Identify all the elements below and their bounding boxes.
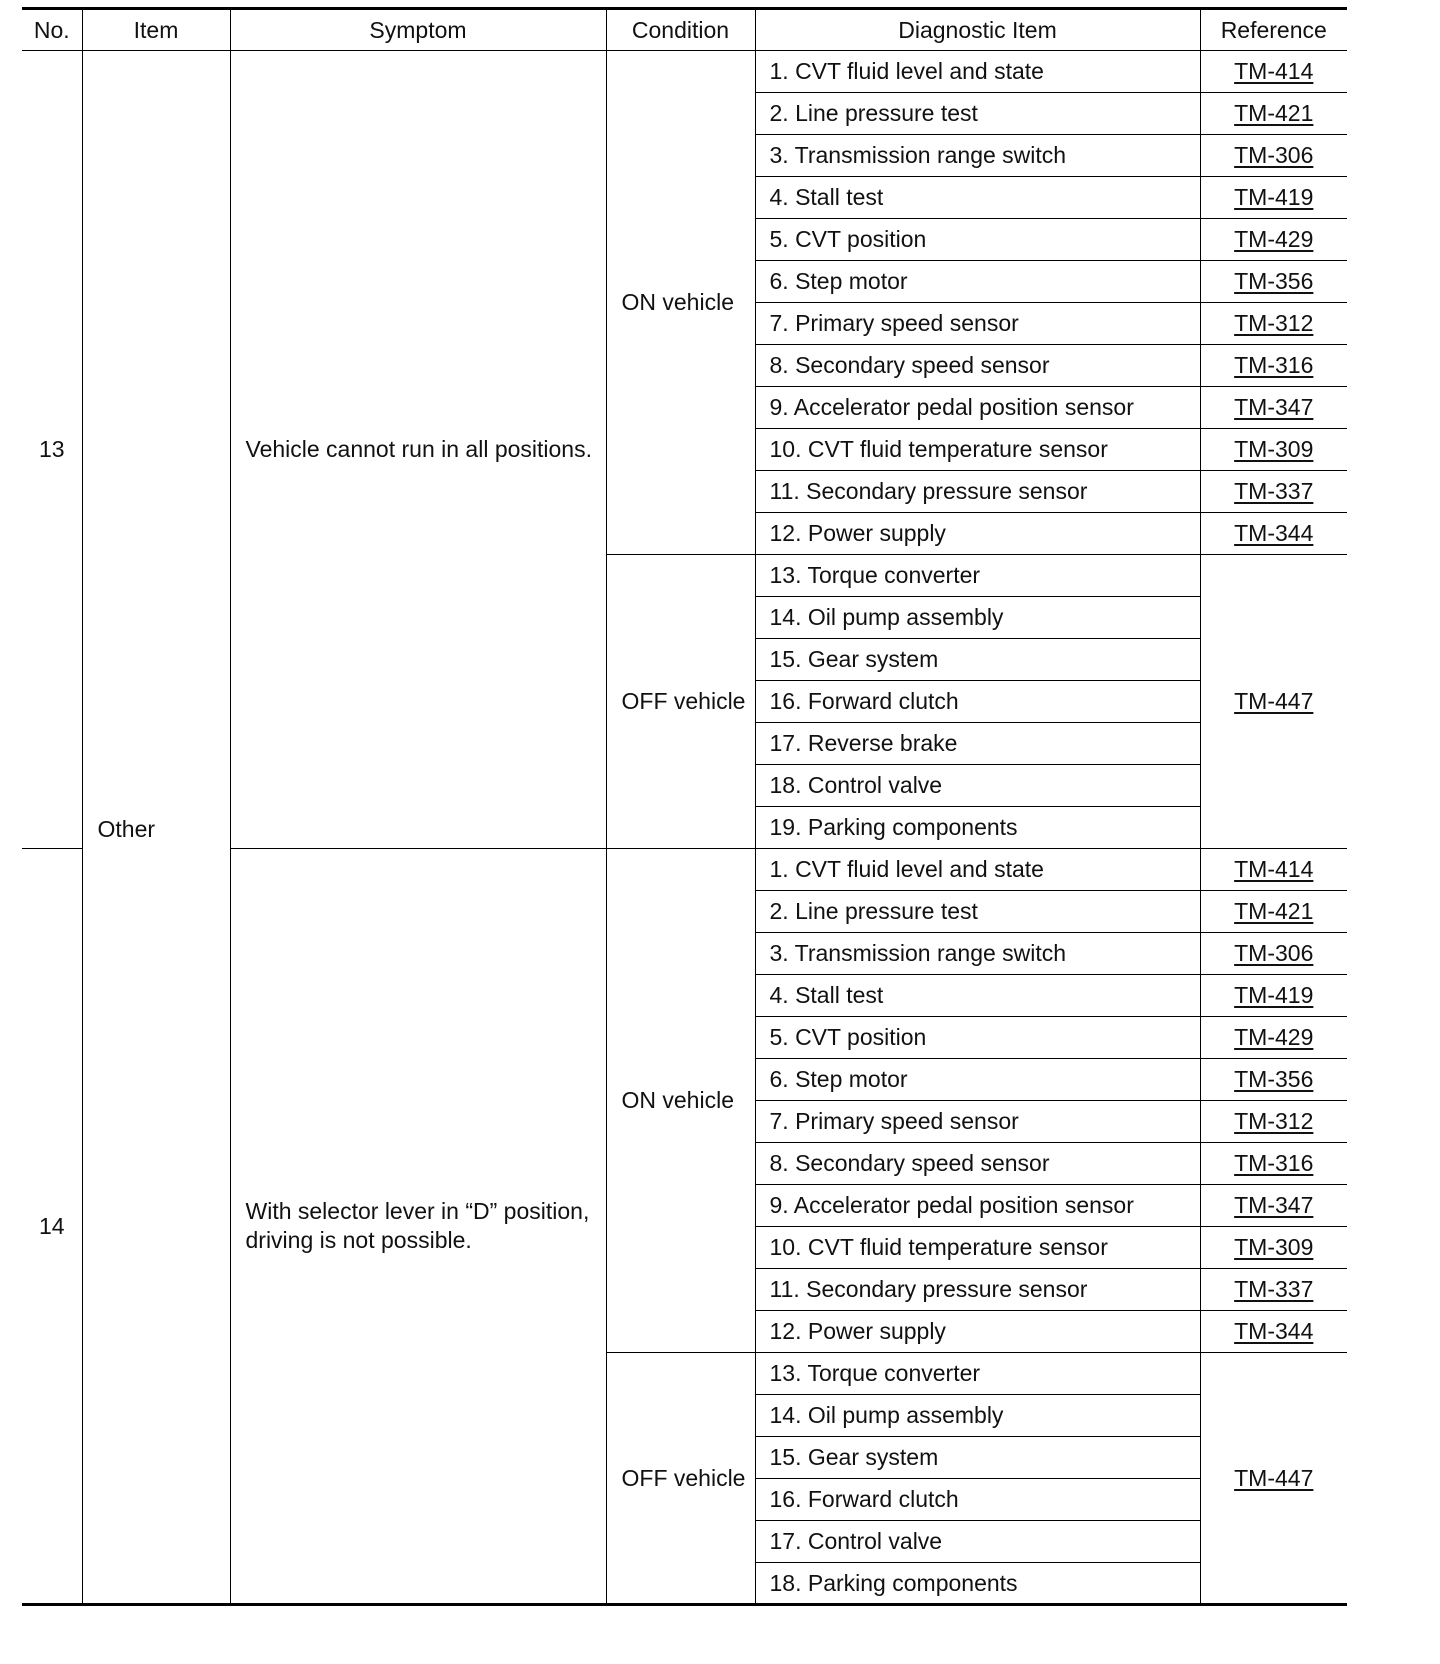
reference-link[interactable]: TM-344 — [1234, 520, 1314, 546]
reference-cell — [1200, 1311, 1347, 1353]
diagnostic-item: 11. Secondary pressure sensor — [755, 1269, 1200, 1311]
header-row — [22, 9, 1347, 51]
diagnostic-item: 2. Line pressure test — [755, 891, 1200, 933]
diagnostic-item: 7. Primary speed sensor — [755, 1101, 1200, 1143]
symptom — [230, 51, 606, 849]
reference-link[interactable]: TM-429 — [1234, 226, 1314, 252]
condition-on-vehicle: ON vehicle — [606, 51, 755, 555]
diagnostic-item: 18. Control valve — [755, 765, 1200, 807]
reference-cell — [1200, 471, 1347, 513]
reference-link[interactable]: TM-356 — [1234, 268, 1314, 294]
reference-cell — [1200, 513, 1347, 555]
reference-link[interactable]: TM-309 — [1234, 436, 1314, 462]
reference-cell — [1200, 975, 1347, 1017]
diagnostic-item: 14. Oil pump assembly — [755, 1395, 1200, 1437]
header-item: Item — [82, 9, 230, 51]
header-symptom: Symptom — [230, 9, 606, 51]
diagnostic-item: 3. Transmission range switch — [755, 135, 1200, 177]
reference-link[interactable]: TM-347 — [1234, 394, 1314, 420]
diagnostic-item: 19. Parking components — [755, 807, 1200, 849]
header-reference: Reference — [1200, 9, 1347, 51]
diagnostic-item: 5. CVT position — [755, 219, 1200, 261]
diagnostic-item: 17. Reverse brake — [755, 723, 1200, 765]
item-category-continued — [82, 849, 230, 1605]
reference-cell — [1200, 51, 1347, 93]
diagnostic-item: 13. Torque converter — [755, 555, 1200, 597]
reference-link[interactable]: TM-447 — [1234, 1464, 1314, 1491]
reference-cell — [1200, 555, 1347, 849]
symptom-line: With selector lever in “D” position, — [245, 1198, 590, 1224]
reference-link[interactable]: TM-312 — [1234, 1108, 1314, 1134]
reference-cell — [1200, 1185, 1347, 1227]
diagnostic-item: 12. Power supply — [755, 513, 1200, 555]
reference-cell — [1200, 1101, 1347, 1143]
reference-cell — [1200, 891, 1347, 933]
entry-number: 13 — [22, 51, 82, 849]
diagnostic-item: 15. Gear system — [755, 1437, 1200, 1479]
reference-link[interactable]: TM-429 — [1234, 1024, 1314, 1050]
reference-cell — [1200, 387, 1347, 429]
reference-link[interactable]: TM-421 — [1234, 898, 1314, 924]
diagnostic-item: 6. Step motor — [755, 1059, 1200, 1101]
reference-link[interactable]: TM-309 — [1234, 1234, 1314, 1260]
reference-link[interactable]: TM-421 — [1234, 100, 1314, 126]
diagnostic-item: 12. Power supply — [755, 1311, 1200, 1353]
diagnostic-item: 1. CVT fluid level and state — [755, 51, 1200, 93]
header-diagnostic-item: Diagnostic Item — [755, 9, 1200, 51]
diagnostic-item: 16. Forward clutch — [755, 1479, 1200, 1521]
diagnostic-item: 7. Primary speed sensor — [755, 303, 1200, 345]
diagnostic-item: 2. Line pressure test — [755, 93, 1200, 135]
reference-cell — [1200, 1059, 1347, 1101]
reference-link[interactable]: TM-419 — [1234, 982, 1314, 1008]
condition-off-vehicle: OFF vehicle — [606, 555, 755, 849]
condition-off-vehicle: OFF vehicle — [606, 1353, 755, 1605]
entry-number: 14 — [22, 849, 82, 1605]
reference-cell — [1200, 849, 1347, 891]
diagnostic-item: 8. Secondary speed sensor — [755, 1143, 1200, 1185]
diagnostic-item: 13. Torque converter — [755, 1353, 1200, 1395]
table-row — [22, 849, 1347, 891]
diagnostic-item: 18. Parking components — [755, 1563, 1200, 1605]
reference-link[interactable]: TM-344 — [1234, 1318, 1314, 1344]
diagnostic-item: 16. Forward clutch — [755, 681, 1200, 723]
reference-cell — [1200, 1227, 1347, 1269]
reference-link[interactable]: TM-347 — [1234, 1192, 1314, 1218]
reference-link[interactable]: TM-306 — [1234, 940, 1314, 966]
reference-cell — [1200, 1269, 1347, 1311]
reference-cell — [1200, 933, 1347, 975]
diagnostic-item: 14. Oil pump assembly — [755, 597, 1200, 639]
diagnostic-item: 15. Gear system — [755, 639, 1200, 681]
reference-cell — [1200, 261, 1347, 303]
diagnostic-table — [22, 7, 1347, 1606]
reference-link[interactable]: TM-414 — [1234, 856, 1314, 882]
reference-link[interactable]: TM-316 — [1234, 1150, 1314, 1176]
symptom-line: driving is not possible. — [245, 1227, 472, 1253]
reference-link[interactable]: TM-337 — [1234, 1276, 1314, 1302]
reference-cell — [1200, 303, 1347, 345]
reference-cell — [1200, 429, 1347, 471]
diagnostic-item: 9. Accelerator pedal position sensor — [755, 387, 1200, 429]
reference-cell — [1200, 93, 1347, 135]
diagnostic-item: 9. Accelerator pedal position sensor — [755, 1185, 1200, 1227]
reference-link[interactable]: TM-316 — [1234, 352, 1314, 378]
reference-link[interactable]: TM-306 — [1234, 142, 1314, 168]
reference-link[interactable]: TM-419 — [1234, 184, 1314, 210]
reference-cell — [1200, 1017, 1347, 1059]
reference-cell — [1200, 177, 1347, 219]
diagnostic-item: 8. Secondary speed sensor — [755, 345, 1200, 387]
diagnostic-item: 11. Secondary pressure sensor — [755, 471, 1200, 513]
reference-cell — [1200, 1353, 1347, 1605]
diagnostic-item: 17. Control valve — [755, 1521, 1200, 1563]
reference-cell — [1200, 219, 1347, 261]
table-row — [22, 51, 1347, 93]
reference-link[interactable]: TM-312 — [1234, 310, 1314, 336]
diagnostic-item: 6. Step motor — [755, 261, 1200, 303]
symptom — [230, 849, 606, 1605]
diagnostic-item: 3. Transmission range switch — [755, 933, 1200, 975]
reference-link[interactable]: TM-414 — [1234, 58, 1314, 84]
header-condition: Condition — [606, 9, 755, 51]
diagnostic-item: 4. Stall test — [755, 975, 1200, 1017]
diagnostic-item: 1. CVT fluid level and state — [755, 849, 1200, 891]
symptom-line: Vehicle cannot run in all positions. — [245, 436, 592, 462]
diagnostic-item: 10. CVT fluid temperature sensor — [755, 429, 1200, 471]
reference-cell — [1200, 345, 1347, 387]
reference-link[interactable]: TM-337 — [1234, 478, 1314, 504]
item-category: Other — [82, 51, 230, 849]
reference-link[interactable]: TM-447 — [1234, 688, 1314, 714]
diagnostic-item: 4. Stall test — [755, 177, 1200, 219]
reference-link[interactable]: TM-356 — [1234, 1066, 1314, 1092]
diagnostic-item: 5. CVT position — [755, 1017, 1200, 1059]
condition-on-vehicle: ON vehicle — [606, 849, 755, 1353]
reference-cell — [1200, 1143, 1347, 1185]
header-no: No. — [22, 9, 82, 51]
reference-cell — [1200, 135, 1347, 177]
diagnostic-item: 10. CVT fluid temperature sensor — [755, 1227, 1200, 1269]
